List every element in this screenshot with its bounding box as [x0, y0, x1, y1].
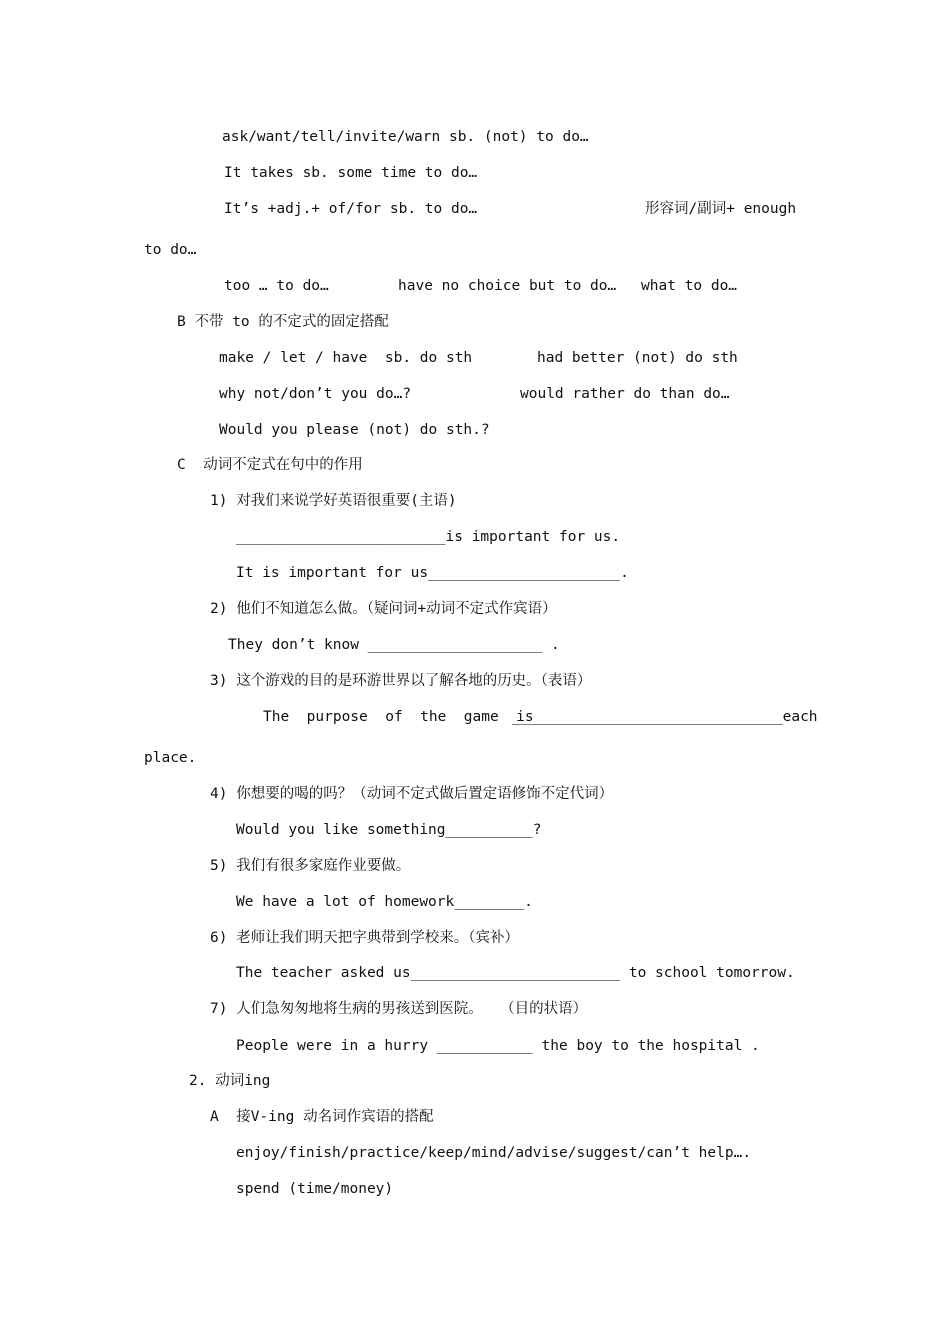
exercise-item: 5) 我们有很多家庭作业要做。 — [210, 858, 411, 874]
exercise-answer-line: Would you like something__________? — [236, 822, 542, 838]
text-line: to do… — [144, 242, 197, 258]
exercise-item: 2) 他们不知道怎么做。（疑问词+动词不定式作宾语） — [210, 601, 557, 617]
exercise-answer-line: It is important for us______________________. — [236, 565, 629, 581]
section-heading: C 动词不定式在句中的作用 — [177, 457, 363, 473]
text-line: had better (not) do sth — [537, 350, 738, 366]
text-line: Would you please (not) do sth.? — [219, 422, 490, 438]
exercise-answer-line: The purpose of the game is — [263, 709, 534, 725]
exercise-answer-line: ________________________is important for us. — [236, 529, 621, 545]
text-line: ask/want/tell/invite/warn sb. (not) to do… — [222, 129, 589, 145]
exercise-item: 4) 你想要的喝的吗？（动词不定式做后置定语修饰不定代词） — [210, 786, 614, 802]
text-line: why not/don’t you do…? — [219, 386, 412, 402]
exercise-item: 3) 这个游戏的目的是环游世界以了解各地的历史。（表语） — [210, 673, 592, 689]
text-line: what to do… — [641, 278, 738, 294]
text-line: spend (time/money) — [236, 1181, 394, 1197]
text-line: would rather do than do… — [520, 386, 730, 402]
section-heading: B 不带 to 的不定式的固定搭配 — [177, 314, 389, 330]
text-line: have no choice but to do… — [398, 278, 617, 294]
text-line: enjoy/finish/practice/keep/mind/advise/suggest/can’t help…. — [236, 1145, 752, 1161]
exercise-answer-line: _______________________________each — [512, 709, 818, 725]
exercise-answer-line: People were in a hurry ___________ the boy to the hospital . — [236, 1038, 760, 1054]
text-line: too … to do… — [224, 278, 329, 294]
text-line: make / let / have sb. do sth — [219, 350, 473, 366]
section-heading: 2. 动词ing — [189, 1073, 271, 1089]
text-line: It takes sb. some time to do… — [224, 165, 478, 181]
exercise-answer-line: We have a lot of homework________. — [236, 894, 533, 910]
exercise-answer-line: The teacher asked us________________________ to school tomorrow. — [236, 965, 795, 981]
text-line: 形容词/副词+ enough — [645, 201, 797, 217]
exercise-answer-line: place. — [144, 750, 197, 766]
exercise-item: 7) 人们急匆匆地将生病的男孩送到医院。 （目的状语） — [210, 1001, 588, 1017]
text-line: It’s +adj.+ of/for sb. to do… — [224, 201, 478, 217]
exercise-answer-line: They don’t know ____________________ . — [228, 637, 560, 653]
exercise-item: 6) 老师让我们明天把字典带到学校来。（宾补） — [210, 930, 519, 946]
exercise-item: 1) 对我们来说学好英语很重要(主语) — [210, 493, 457, 509]
section-heading: A 接V-ing 动名词作宾语的搭配 — [210, 1109, 434, 1125]
